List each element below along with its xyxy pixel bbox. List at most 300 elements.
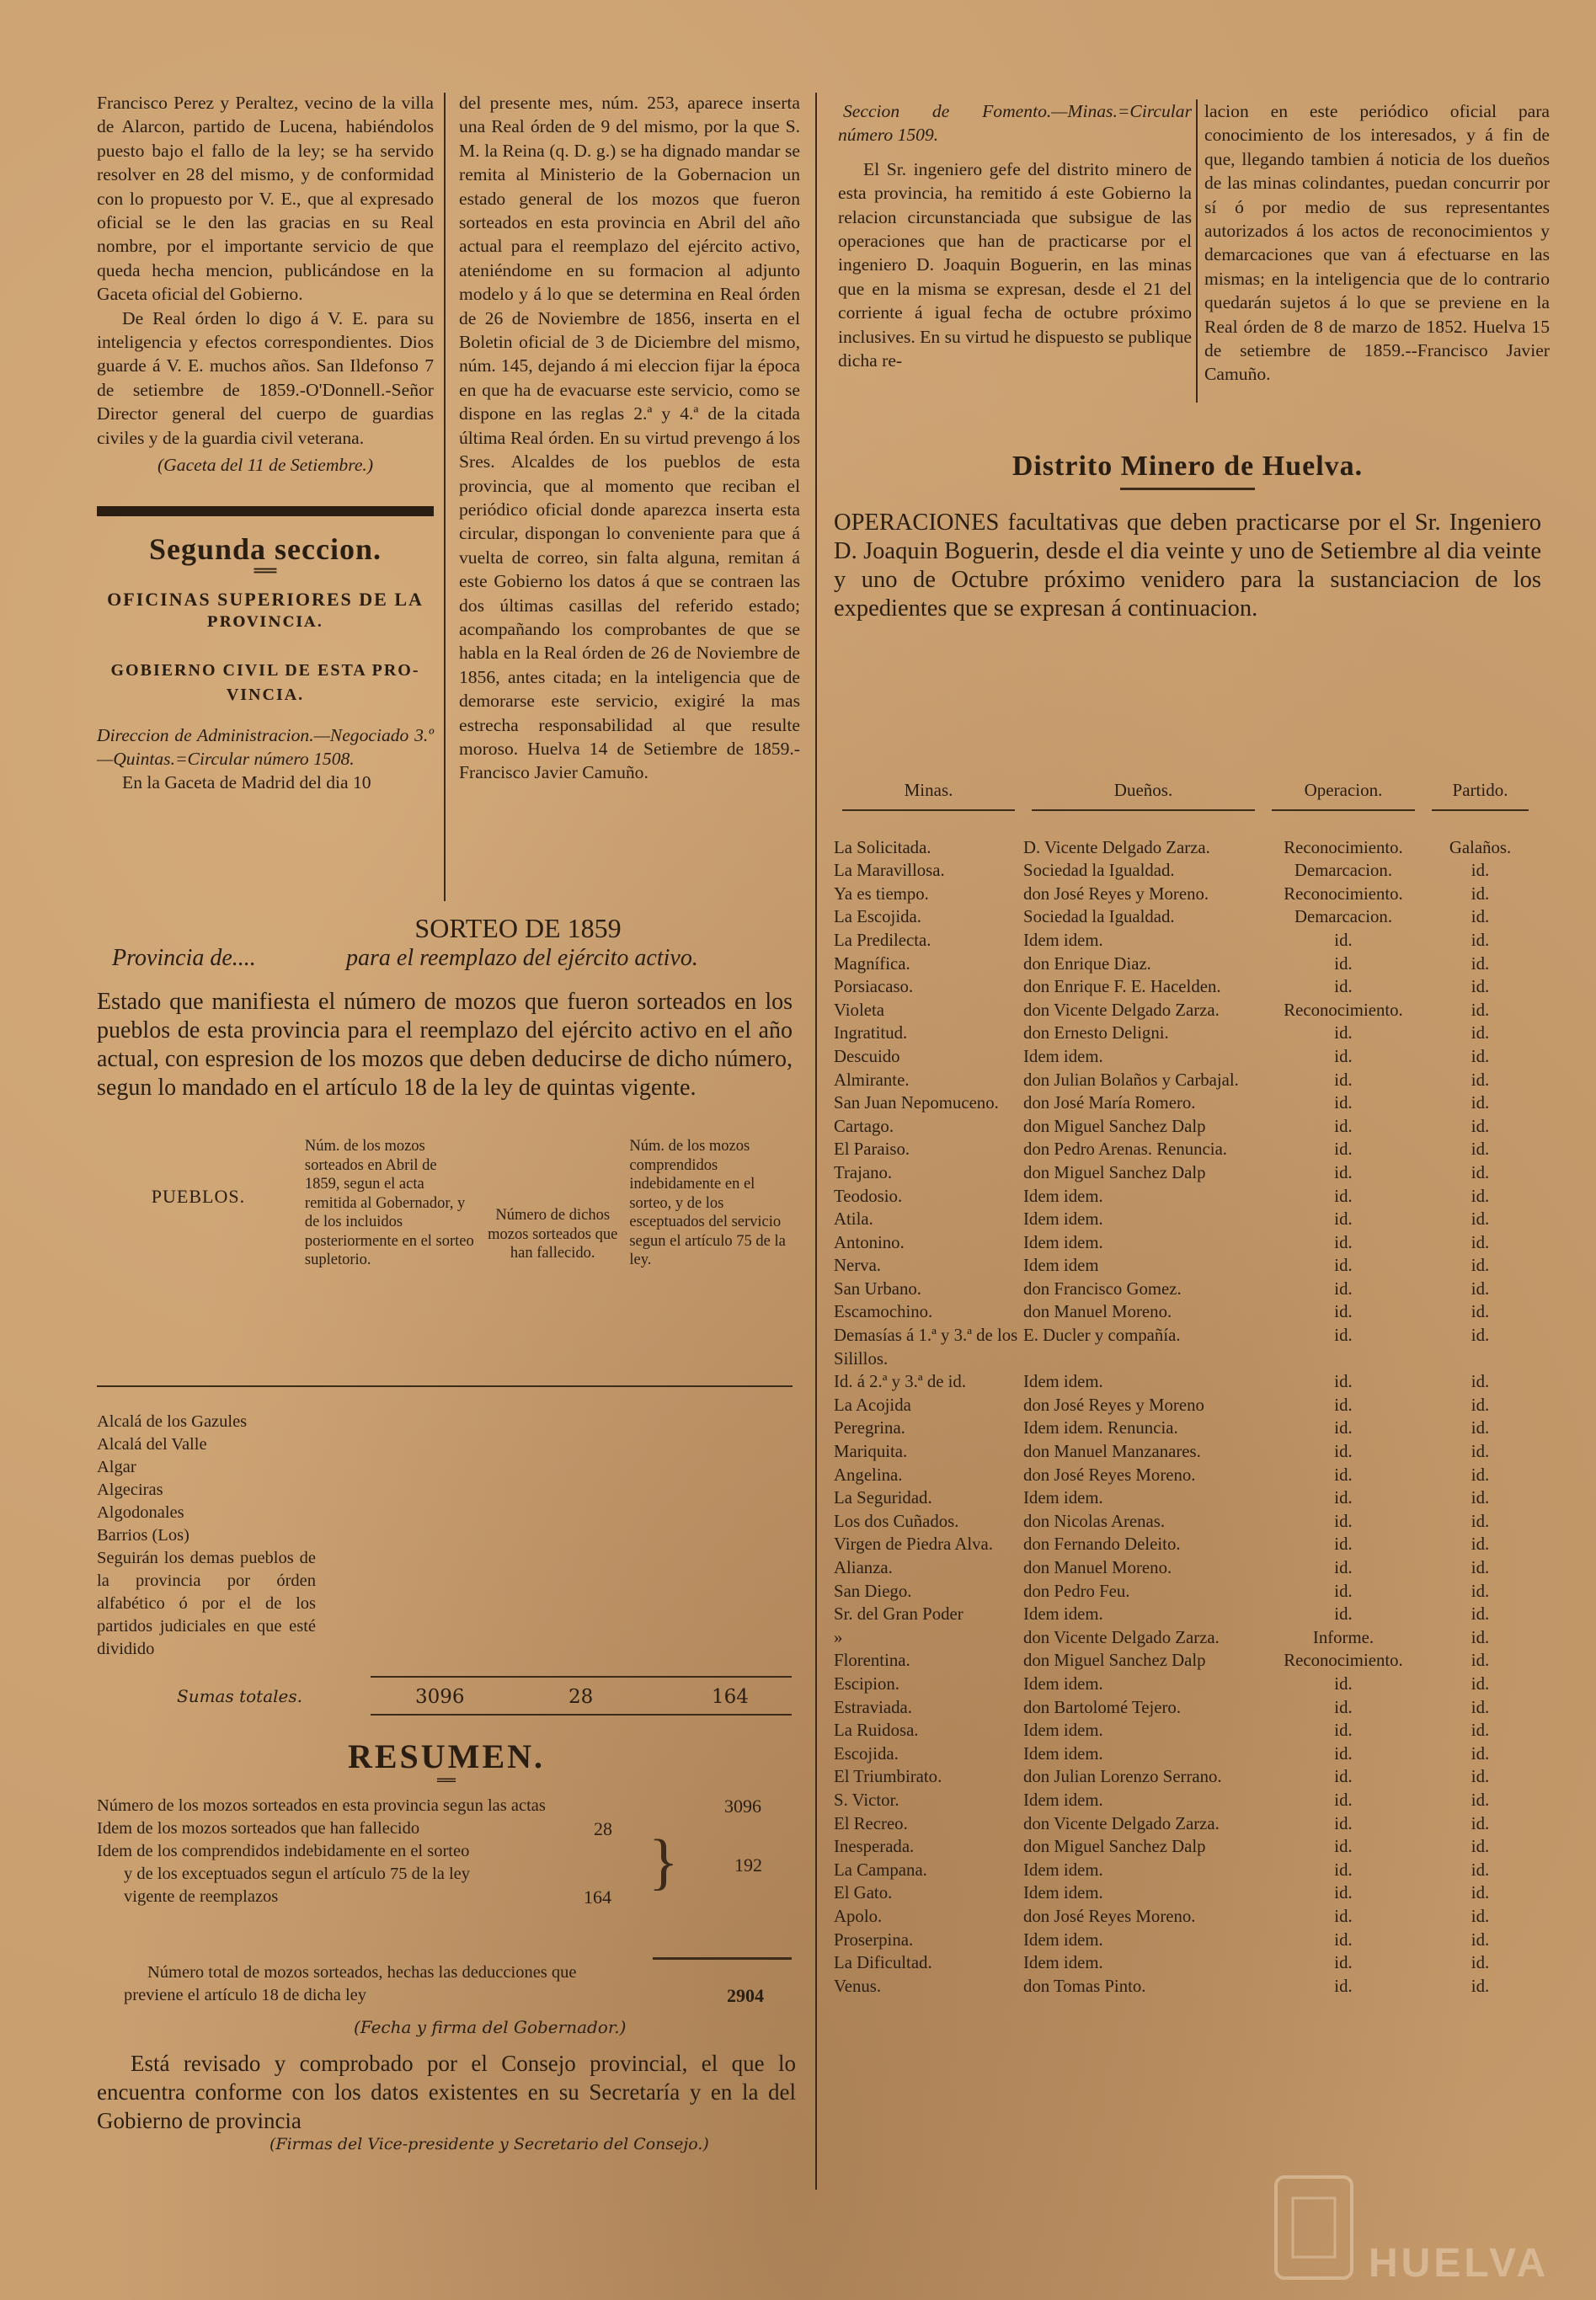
mine-owner: don José Reyes Moreno. [1023, 1465, 1196, 1485]
mine-row [834, 929, 1537, 953]
mine-district: id. [1471, 1093, 1490, 1113]
mine-name: Nerva. [834, 1256, 882, 1276]
mine-row [834, 1649, 1537, 1673]
mine-name: Violeta [834, 1000, 884, 1020]
mine-operation: id. [1334, 1743, 1353, 1764]
column-1 [97, 91, 434, 795]
resumen-figures [97, 1786, 796, 1955]
mine-row [834, 1254, 1537, 1278]
mine-name: La Escojida. [834, 907, 921, 927]
mine-district: id. [1471, 1534, 1490, 1555]
sums-row [97, 1686, 793, 1713]
mine-operation: id. [1334, 1953, 1353, 1973]
mine-district: id. [1471, 1743, 1490, 1764]
mine-district: id. [1471, 1186, 1490, 1206]
mine-name: La Campana. [834, 1860, 927, 1880]
mine-name: La Solicitada. [834, 837, 931, 857]
sum-excluidos: 164 [712, 1686, 749, 1708]
mine-owner: Sociedad la Igualdad. [1023, 907, 1175, 927]
resumen-block [97, 1737, 796, 2153]
mine-district: id. [1471, 861, 1490, 881]
total-rule [653, 1957, 792, 1960]
mine-name: Porsiacaso. [834, 977, 914, 997]
mine-operation: id. [1334, 1465, 1353, 1485]
mine-operation: Demarcacion. [1294, 861, 1393, 881]
town-item: Alcalá de los Gazules [97, 1412, 248, 1431]
mine-owner: Idem idem. [1023, 1046, 1103, 1066]
mine-owner: don Miguel Sanchez Dalp [1023, 1162, 1206, 1182]
mine-row [834, 1533, 1537, 1556]
mine-district: id. [1471, 1070, 1490, 1090]
mine-owner: don Miguel Sanchez Dalp [1023, 1837, 1206, 1857]
town-item: Algodonales [97, 1503, 184, 1522]
estado-description: Estado que manifiesta el número de mozos que fueron sorteados en los pueblos de esta provincia para el reemplazo del ejército activo en el año actual, con espresion de los mozos que deben deducirse de dicho número, segun lo mandado en el artículo 18 de la ley de quintas vigente. [97, 989, 793, 1101]
mine-owner: Idem idem. [1023, 1929, 1103, 1950]
sorteo-table-header [97, 1137, 793, 1270]
sorteo-block [97, 913, 796, 1708]
mine-operation: id. [1334, 1673, 1353, 1694]
firmas-consejo: (Firmas del Vice-presidente y Secretario del Consejo.) [270, 2135, 709, 2153]
mine-operation: id. [1334, 1813, 1353, 1833]
mine-district: id. [1471, 1256, 1490, 1276]
mine-district: id. [1471, 1883, 1490, 1903]
mine-name: Virgen de Piedra Alva. [834, 1534, 993, 1555]
mine-district: id. [1471, 1581, 1490, 1601]
mine-row [834, 1370, 1537, 1394]
column-rule [1196, 99, 1198, 403]
mine-owner: don Manuel Manzanares. [1023, 1442, 1201, 1462]
header-fallecidos: Número de dichos mozos sorteados que han fallecido. [488, 1207, 618, 1262]
intro-paragraph: Francisco Perez y Peraltez, vecino de la villa de Alarcon, partido de Lucena, habiéndolos puesto bajo el fallo de la ley; se ha servido resolver en 28 del mismo, y de conformidad con lo propuesto por V. E., que al expresado oficial se le den las gracias en su Real nombre, por el importante servicio de que queda hecha mencion, publicándose en la Gaceta oficial del Gobierno. [97, 93, 434, 305]
column-2 [459, 91, 800, 785]
mine-owner: E. Ducler y compañía. [1023, 1326, 1181, 1346]
mine-operation: id. [1334, 1837, 1353, 1857]
mine-name: Antonino. [834, 1232, 905, 1252]
ornament-dash: ══ [254, 560, 277, 582]
mine-name: Ya es tiempo. [834, 883, 929, 904]
mine-row [834, 975, 1537, 999]
mine-operation: id. [1334, 1232, 1353, 1252]
mine-operation: id. [1334, 1906, 1353, 1926]
col-partido: Partido. [1452, 780, 1508, 800]
mine-operation: id. [1334, 977, 1353, 997]
mine-row [834, 1929, 1537, 1952]
mine-owner: D. Vicente Delgado Zarza. [1023, 837, 1210, 857]
mine-district: id. [1471, 1767, 1490, 1787]
mine-name: Escojida. [834, 1743, 899, 1764]
mine-district: id. [1471, 1232, 1490, 1252]
mine-row [834, 1835, 1537, 1859]
mine-row [834, 1812, 1537, 1836]
mine-name: El Recreo. [834, 1813, 908, 1833]
mine-row [834, 1881, 1537, 1905]
mine-operation: id. [1334, 1278, 1353, 1299]
mine-name: S. Victor. [834, 1790, 899, 1810]
mine-district: id. [1471, 953, 1490, 974]
mine-owner: don Vicente Delgado Zarza. [1023, 1813, 1220, 1833]
mine-owner: Idem idem. [1023, 1883, 1103, 1903]
archive-watermark [1268, 2169, 1571, 2295]
mine-row [834, 1231, 1537, 1255]
sums-rule-bottom [371, 1714, 792, 1716]
mine-row [834, 1138, 1537, 1161]
mine-operation: Reconocimiento. [1284, 1651, 1403, 1671]
mine-owner: don Miguel Sanchez Dalp [1023, 1651, 1206, 1671]
mine-row [834, 1510, 1537, 1534]
mine-name: Apolo. [834, 1906, 883, 1926]
mine-owner: don Tomas Pinto. [1023, 1976, 1146, 1996]
mines-body [834, 836, 1537, 1998]
mine-operation: Reconocimiento. [1284, 1000, 1403, 1020]
mine-row [834, 999, 1537, 1022]
mine-owner: Idem idem. [1023, 1209, 1103, 1230]
mine-owner: Sociedad la Igualdad. [1023, 861, 1175, 881]
mine-name: Florentina. [834, 1651, 910, 1671]
mine-operation: id. [1334, 1883, 1353, 1903]
mine-operation: id. [1334, 1511, 1353, 1531]
mine-owner: don José Reyes y Moreno [1023, 1395, 1204, 1415]
mine-owner: don Manuel Moreno. [1023, 1558, 1172, 1577]
mine-operation: id. [1334, 1558, 1353, 1577]
col-operacion: Operacion. [1304, 780, 1383, 800]
spacer [834, 811, 1537, 836]
mine-owner: Idem idem. [1023, 1953, 1103, 1973]
mine-name: El Paraiso. [834, 1139, 910, 1160]
mine-operation: id. [1334, 1929, 1353, 1950]
mine-row [834, 1045, 1537, 1069]
mine-operation: id. [1334, 930, 1353, 950]
mine-operation: Demarcacion. [1294, 907, 1393, 927]
mines-table [834, 779, 1537, 1998]
mine-name: La Ruidosa. [834, 1721, 919, 1741]
town-item: Algar [97, 1458, 136, 1476]
mine-name: Descuido [834, 1046, 900, 1066]
mine-district: id. [1471, 1302, 1490, 1322]
mine-row [834, 1975, 1537, 1998]
fecha-firma: (Fecha y firma del Gobernador.) [354, 2017, 627, 2037]
mine-district: id. [1471, 1837, 1490, 1857]
mine-owner: don José Reyes y Moreno. [1023, 883, 1209, 904]
resumen-total [97, 1961, 796, 2017]
mine-name: Sr. del Gran Poder [834, 1604, 963, 1625]
mine-operation: id. [1334, 1372, 1353, 1392]
mine-name: La Dificultad. [834, 1953, 932, 1973]
sorteo-subheading [97, 944, 796, 981]
mine-owner: don Enrique F. E. Hacelden. [1023, 977, 1221, 997]
mine-district: id. [1471, 1278, 1490, 1299]
mine-owner: don Fernando Deleito. [1023, 1534, 1181, 1555]
mine-operation: id. [1334, 953, 1353, 974]
mine-operation: id. [1334, 1767, 1353, 1787]
mine-owner: Idem idem. [1023, 1673, 1103, 1694]
section-rule [97, 506, 434, 516]
town-item: Barrios (Los) [97, 1526, 189, 1545]
column-3 [838, 99, 1192, 372]
mine-district: id. [1471, 1697, 1490, 1717]
mine-row [834, 1394, 1537, 1417]
towns-follow-note: Seguirán los demas pueblos de la provincia por órden alfabético ó por el de los partidos judiciales en que esté dividido [97, 1549, 316, 1658]
mine-owner: Idem idem [1023, 1256, 1099, 1276]
mine-row [834, 1789, 1537, 1812]
watermark-text: HUELVA [1369, 2241, 1550, 2286]
government-subtitle: VINCIA. [226, 685, 305, 704]
office-title: OFICINAS SUPERIORES DE LA [107, 588, 424, 610]
mine-row [834, 1580, 1537, 1604]
total-value: 2904 [727, 1985, 764, 2006]
towns-list [97, 1411, 316, 1661]
mine-district: id. [1471, 1139, 1490, 1160]
mine-operation: id. [1334, 1976, 1353, 1996]
mine-district: id. [1471, 1953, 1490, 1973]
mine-row [834, 1417, 1537, 1440]
mine-row [834, 1626, 1537, 1650]
column-4 [1204, 99, 1550, 387]
mine-owner: don Ernesto Deligni. [1023, 1023, 1169, 1043]
mine-row [834, 1696, 1537, 1720]
royal-order-paragraph: De Real órden lo digo á V. E. para su inteligencia y efectos correspondientes. Dios guarde á V. E. muchos años. San Ildefonso 7 de setiembre de 1859.-O'Donnell.-Señor Director general del cuerpo de guardias civiles y de la guardia civil veterana. [97, 307, 434, 448]
mine-name: Los dos Cuñados. [834, 1511, 959, 1531]
mine-district: id. [1471, 1627, 1490, 1647]
mine-owner: Idem idem. [1023, 930, 1103, 950]
mine-district: id. [1471, 1116, 1490, 1136]
mine-row [834, 1069, 1537, 1092]
mine-operation: id. [1334, 1186, 1353, 1206]
resumen-title: RESUMEN. [347, 1737, 546, 1775]
mine-name: Peregrina. [834, 1418, 905, 1438]
header-excluidos: Núm. de los mozos comprendidos indebidamente en el sorteo, y de los esceptuados del servicio segun el artículo 75 de la ley. [629, 1138, 786, 1268]
mine-operation: id. [1334, 1162, 1353, 1182]
mine-row [834, 1486, 1537, 1510]
mine-row [834, 1673, 1537, 1696]
sums-label: Sumas totales. [177, 1686, 302, 1706]
mine-district: id. [1471, 1372, 1490, 1392]
col-minas: Minas. [904, 780, 953, 800]
mine-operation: id. [1334, 1860, 1353, 1880]
mine-district: id. [1471, 1673, 1490, 1694]
mine-district: id. [1471, 1442, 1490, 1462]
mine-district: id. [1471, 1488, 1490, 1508]
mine-name: » [834, 1627, 843, 1647]
mine-name: Venus. [834, 1976, 882, 1996]
mine-operation: id. [1334, 1418, 1353, 1438]
sums-rule [371, 1676, 792, 1678]
mine-row [834, 1905, 1537, 1929]
column-rule [815, 93, 817, 2190]
mine-owner: don Manuel Moreno. [1023, 1302, 1172, 1322]
mine-owner: Idem idem. [1023, 1372, 1103, 1392]
mine-operation: id. [1334, 1604, 1353, 1625]
provincia-label: Provincia de.... [112, 945, 256, 971]
mine-name: Demasías á 1.ª y 3.ª de los Silillos. [834, 1326, 1018, 1369]
mine-district: id. [1471, 883, 1490, 904]
mine-owner: don Miguel Sanchez Dalp [1023, 1116, 1206, 1136]
mine-name: Id. á 2.ª y 3.ª de id. [834, 1372, 967, 1392]
government-title: GOBIERNO CIVIL DE ESTA PRO- [110, 660, 420, 680]
sorteo-title: SORTEO DE 1859 [414, 913, 622, 943]
mine-district: id. [1471, 1929, 1490, 1950]
total-line-a: Número total de mozos sorteados, hechas las deducciones que [147, 1963, 577, 1982]
column-rule [444, 93, 446, 901]
mine-owner: don Julian Lorenzo Serrano. [1023, 1767, 1222, 1787]
mine-district: id. [1471, 1395, 1490, 1415]
mine-row [834, 836, 1537, 860]
mine-row [834, 1765, 1537, 1789]
resumen-line-3c: vigente de reemplazos [124, 1887, 279, 1906]
mine-name: La Predilecta. [834, 930, 931, 950]
mine-district: id. [1471, 977, 1490, 997]
mine-operation: id. [1334, 1209, 1353, 1230]
mine-owner: don Nicolas Arenas. [1023, 1511, 1166, 1531]
ornament-dash: ══ [437, 1772, 456, 1790]
mine-operation: id. [1334, 1488, 1353, 1508]
mine-name: Proserpina. [834, 1929, 914, 1950]
mine-operation: id. [1334, 1139, 1353, 1160]
mine-district: Galaños. [1449, 837, 1512, 857]
mine-owner: Idem idem. Renuncia. [1023, 1418, 1178, 1438]
mine-district: id. [1471, 930, 1490, 950]
gazette-reference: (Gaceta del 11 de Setiembre.) [157, 455, 374, 476]
total-line-b: previene el artículo 18 de dicha ley [124, 1986, 367, 2004]
resumen-line-1: Número de los mozos sorteados en esta provincia segun las actas [97, 1796, 546, 1815]
mine-owner: don Bartolomé Tejero. [1023, 1697, 1182, 1717]
mine-name: Almirante. [834, 1070, 910, 1090]
mine-district: id. [1471, 1046, 1490, 1066]
mine-row [834, 1859, 1537, 1882]
mine-name: San Urbano. [834, 1278, 921, 1299]
mine-name: Estraviada. [834, 1697, 912, 1717]
header-num-sorteados: Núm. de los mozos sorteados en Abril de 1859, segun el acta remitida al Gobernador, y de los incluidos posteriormente en el sorteo supletorio. [304, 1138, 474, 1268]
mine-operation: Reconocimiento. [1284, 883, 1403, 904]
mine-district: id. [1471, 1465, 1490, 1485]
mine-name: El Triumbirato. [834, 1767, 942, 1787]
fomento-text: El Sr. ingeniero gefe del distrito minero de esta provincia, ha remitido á este Gobierno la relacion circunstanciada que subsigue de las operaciones que han de practicarse por el ingeniero D. Joaquin Boguerin, en las minas que en la misma se expresan, desde el 21 del corriente á igual fecha de octubre próximo inclusives. En su virtud he dispuesto se publique dicha re- [838, 158, 1192, 371]
distrito-title: Distrito Minero de Huelva. [1012, 451, 1364, 482]
mine-owner: Idem idem. [1023, 1790, 1103, 1810]
distrito-block [834, 451, 1541, 623]
mine-district: id. [1471, 1000, 1490, 1020]
fomento-continuation: lacion en este periódico oficial para conocimiento de los interesados, y á fin de que, llegando tambien á noticia de los dueños de las minas colindantes, puedan concurrir por sí ó por medio de sus representantes autorizados á los actos de reconocimientos y demarcaciones que van á efectuarse en las mismas; en la inteligencia que de lo contrario quedarán sujetos á lo que se previene en la Real órden de 8 de marzo de 1852. Huelva 15 de setiembre de 1859.--Francisco Javier Camuño. [1204, 101, 1550, 385]
mine-row [834, 1091, 1537, 1115]
mine-operation: id. [1334, 1023, 1353, 1043]
mine-operation: id. [1334, 1581, 1353, 1601]
mine-row [834, 1324, 1537, 1370]
mine-name: Magnífica. [834, 953, 910, 974]
mine-row [834, 1161, 1537, 1185]
mine-row [834, 1278, 1537, 1301]
mine-district: id. [1471, 1976, 1490, 1996]
mine-owner: don José María Romero. [1023, 1093, 1196, 1113]
mine-district: id. [1471, 1326, 1490, 1346]
mine-owner: Idem idem. [1023, 1186, 1103, 1206]
mine-name: Trajano. [834, 1162, 893, 1182]
mine-operation: id. [1334, 1790, 1353, 1810]
mine-row [834, 953, 1537, 976]
mine-row [834, 1556, 1537, 1580]
mine-row [834, 1185, 1537, 1209]
mine-row [834, 1719, 1537, 1742]
mine-operation: id. [1334, 1697, 1353, 1717]
mine-name: La Maravillosa. [834, 861, 945, 881]
mine-row [834, 859, 1537, 883]
ornament-rule [1120, 488, 1255, 490]
reemplazo-label: para el reemplazo del ejército activo. [346, 945, 698, 971]
mine-name: Cartago. [834, 1116, 894, 1136]
mine-owner: don Vicente Delgado Zarza. [1023, 1000, 1220, 1020]
mine-row [834, 1464, 1537, 1487]
mine-operation: id. [1334, 1442, 1353, 1462]
resumen-line-3a: Idem de los comprendidos indebidamente en el sorteo [97, 1842, 470, 1860]
operaciones-paragraph: OPERACIONES facultativas que deben practicarse por el Sr. Ingeniero D. Joaquin Boguerin, desde el dia veinte y uno de Setiembre al dia veinte y uno de Octubre próximo venidero para la sustanciacion de los expedientes que se expresan á continuacion. [834, 510, 1541, 622]
mine-row [834, 1603, 1537, 1626]
mine-name: Teodosio. [834, 1186, 903, 1206]
mine-district: id. [1471, 1604, 1490, 1625]
mine-name: San Diego. [834, 1581, 912, 1601]
mine-name: Atila. [834, 1209, 873, 1230]
mine-district: id. [1471, 1418, 1490, 1438]
mine-owner: don Pedro Arenas. Renuncia. [1023, 1139, 1227, 1160]
mine-district: id. [1471, 1162, 1490, 1182]
direction-heading: Direccion de Administracion.—Negociado 3.º—Quintas.=Circular número 1508. [97, 724, 434, 769]
mine-owner: Idem idem. [1023, 1232, 1103, 1252]
mine-district: id. [1471, 1860, 1490, 1880]
resumen-value-sum: 192 [734, 1854, 762, 1876]
mine-district: id. [1471, 1813, 1490, 1833]
resumen-value-3: 164 [584, 1886, 611, 1908]
gaceta-line: En la Gaceta de Madrid del dia 10 [122, 772, 371, 793]
mine-district: id. [1471, 1511, 1490, 1531]
revisado-paragraph: Está revisado y comprobado por el Consejo provincial, el que lo encuentra conforme con los datos existentes en su Secretaría y en la del Gobierno de provincia [97, 2051, 796, 2133]
mine-row [834, 1022, 1537, 1045]
mine-operation: id. [1334, 1721, 1353, 1741]
mine-name: Escipion. [834, 1673, 899, 1694]
mine-row [834, 1951, 1537, 1975]
mine-district: id. [1471, 1721, 1490, 1741]
town-item: Alcalá del Valle [97, 1435, 207, 1454]
mine-name: Escamochino. [834, 1302, 933, 1322]
mine-operation: id. [1334, 1534, 1353, 1555]
mine-name: Mariquita. [834, 1442, 908, 1462]
mine-name: Alianza. [834, 1558, 893, 1577]
mine-row [834, 905, 1537, 929]
mine-district: id. [1471, 1906, 1490, 1926]
mine-name: La Acojida [834, 1395, 911, 1415]
mine-owner: Idem idem. [1023, 1488, 1103, 1508]
sum-sorteados: 3096 [415, 1686, 465, 1708]
mine-owner: don Vicente Delgado Zarza. [1023, 1627, 1220, 1647]
mine-row [834, 1300, 1537, 1324]
mine-name: San Juan Nepomuceno. [834, 1093, 999, 1113]
mine-owner: don José Reyes Moreno. [1023, 1906, 1196, 1926]
mine-operation: id. [1334, 1326, 1353, 1346]
mine-operation: id. [1334, 1070, 1353, 1090]
resumen-value-1: 3096 [724, 1796, 761, 1817]
sum-fallecidos: 28 [568, 1686, 594, 1708]
mine-row [834, 1440, 1537, 1464]
mine-owner: Idem idem. [1023, 1860, 1103, 1880]
table-header-rule [97, 1385, 793, 1387]
mine-name: El Gato. [834, 1883, 893, 1903]
mine-district: id. [1471, 1790, 1490, 1810]
mine-name: Inesperada. [834, 1837, 915, 1857]
fomento-heading: Seccion de Fomento.—Minas.=Circular número 1509. [838, 101, 1192, 146]
mine-owner: Idem idem. [1023, 1604, 1103, 1625]
mine-operation: id. [1334, 1395, 1353, 1415]
mine-row [834, 1208, 1537, 1231]
mine-owner: don Enrique Diaz. [1023, 953, 1151, 974]
mine-operation: id. [1334, 1116, 1353, 1136]
mine-name: Ingratitud. [834, 1023, 908, 1043]
resumen-line-3b: y de los exceptuados segun el artículo 75 de la ley [124, 1865, 471, 1883]
